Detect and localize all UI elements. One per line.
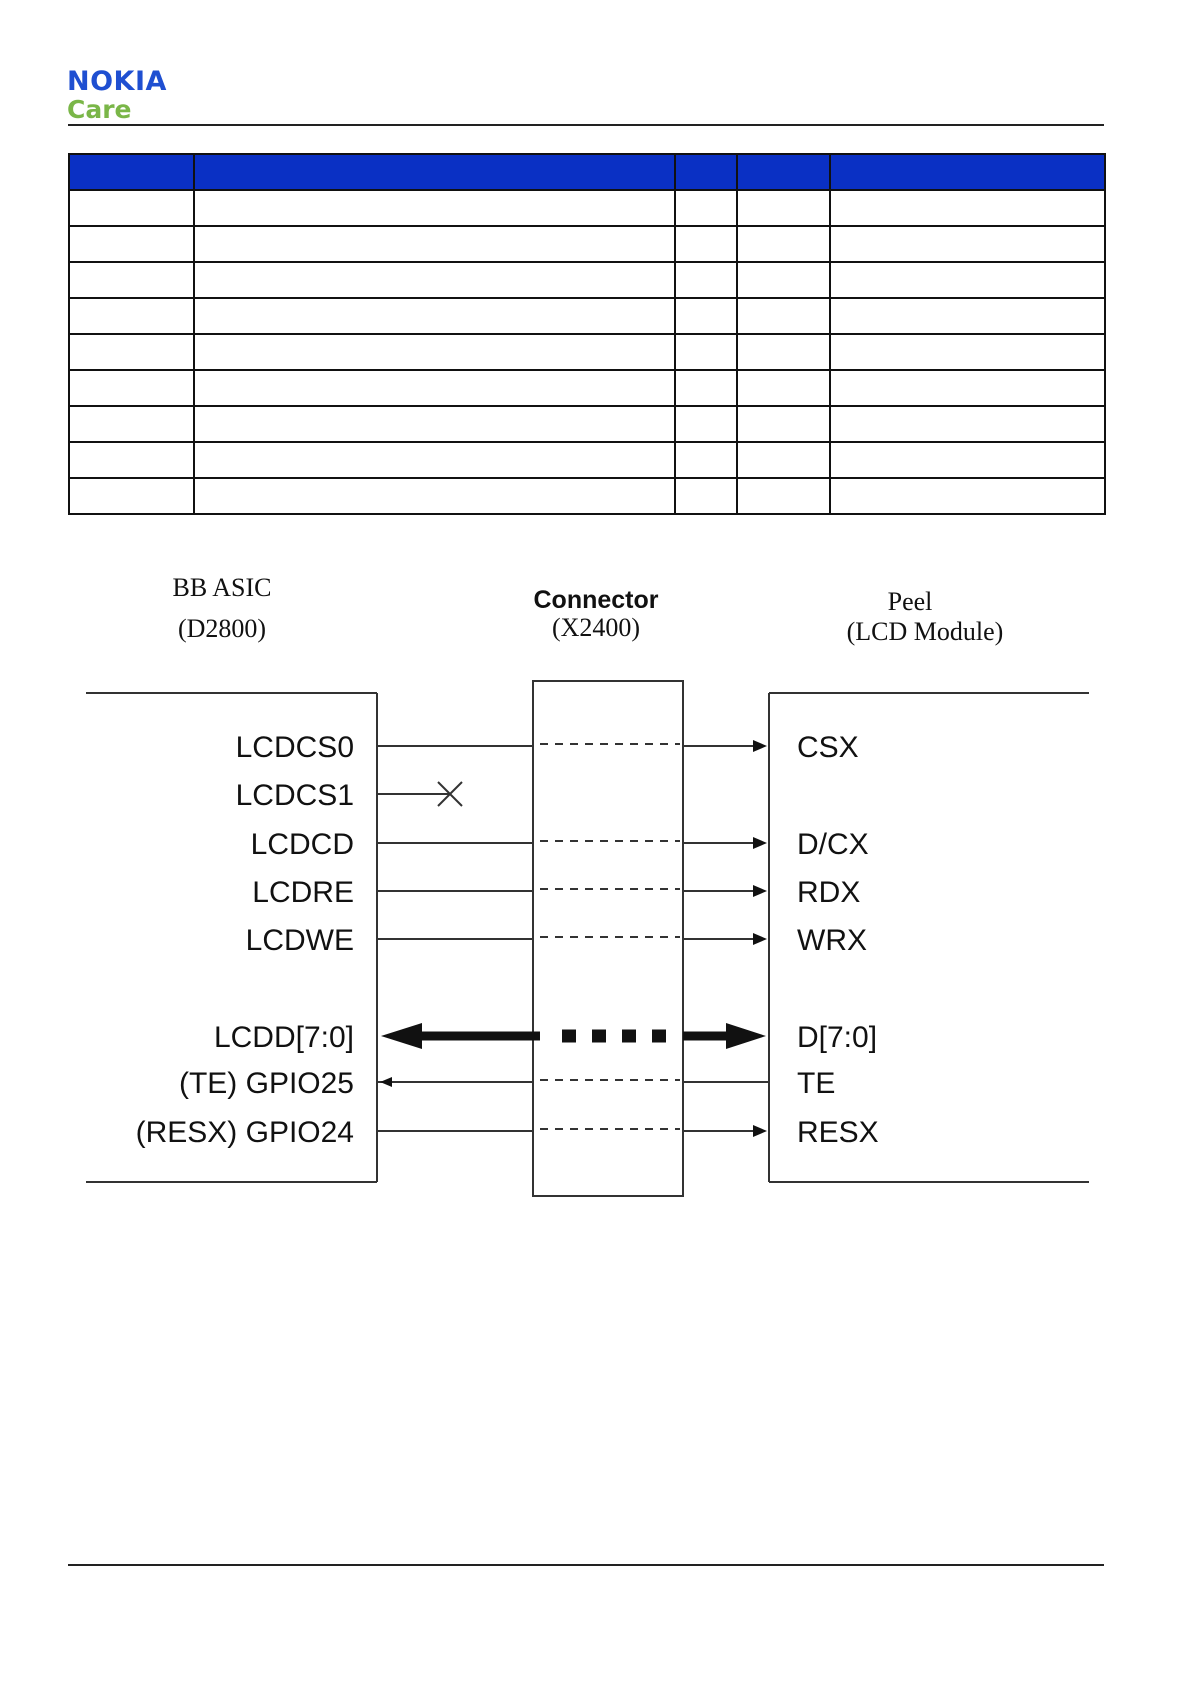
table-header-cell [675, 154, 737, 190]
bus-arrowhead-right [726, 1023, 766, 1049]
table-cell [737, 334, 830, 370]
connector-title: Connector [533, 586, 659, 614]
table-row [69, 370, 1105, 406]
lcd-signal-label: RDX [797, 876, 861, 909]
table-header-cell [830, 154, 1105, 190]
signal-arrowhead [753, 837, 767, 849]
signal-arrowhead [753, 1125, 767, 1137]
table-cell [194, 226, 675, 262]
table-cell [830, 442, 1105, 478]
signal-row [136, 1116, 879, 1149]
signal-row [214, 1021, 877, 1054]
table-cell [69, 226, 194, 262]
table-cell [675, 406, 737, 442]
table-cell [830, 370, 1105, 406]
lcd-signal-label: D/CX [797, 828, 869, 861]
table-row [69, 442, 1105, 478]
table-cell [194, 406, 675, 442]
signal-row [236, 779, 462, 812]
brand-name: NOKIA [67, 66, 167, 97]
table-cell [675, 370, 737, 406]
table-header-row [69, 154, 1105, 190]
table-cell [830, 190, 1105, 226]
asic-signal-label: LCDCD [250, 828, 354, 861]
table-header-cell [194, 154, 675, 190]
table-cell [194, 190, 675, 226]
signal-arrowhead [753, 933, 767, 945]
table-cell [675, 226, 737, 262]
lcd-subtitle: (LCD Module) [846, 617, 1004, 646]
table-cell [69, 262, 194, 298]
signal-row [246, 924, 867, 957]
table-cell [737, 370, 830, 406]
table-row [69, 478, 1105, 514]
table-cell [69, 370, 194, 406]
lcd-interface-diagram [0, 560, 1191, 1210]
table-header-cell [737, 154, 830, 190]
table-cell [194, 442, 675, 478]
signal-arrowhead [380, 1077, 392, 1087]
table-cell [737, 262, 830, 298]
asic-signal-label: LCDWE [245, 924, 354, 957]
table-row [69, 298, 1105, 334]
asic-signal-label: (RESX) GPIO24 [135, 1116, 354, 1149]
table-cell [830, 226, 1105, 262]
footer-rule [68, 1564, 1104, 1566]
signal-row [236, 731, 859, 764]
table-cell [737, 406, 830, 442]
table-row [69, 262, 1105, 298]
bus-arrowhead-left [381, 1023, 422, 1049]
table-cell [830, 406, 1105, 442]
table-cell [69, 442, 194, 478]
table-cell [69, 478, 194, 514]
table-cell [69, 298, 194, 334]
table-cell [737, 226, 830, 262]
table-cell [737, 190, 830, 226]
asic-signal-label: LCDCS1 [235, 779, 354, 812]
asic-subtitle: (D2800) [177, 614, 267, 643]
table-row [69, 406, 1105, 442]
asic-title: BB ASIC [172, 573, 272, 602]
table-cell [69, 334, 194, 370]
asic-signal-label: (TE) GPIO25 [178, 1067, 354, 1100]
table-cell [194, 262, 675, 298]
lcd-signal-label: RESX [797, 1116, 879, 1149]
connector-block [533, 681, 683, 1196]
signal-arrowhead [753, 740, 767, 752]
table-cell [737, 298, 830, 334]
table-cell [194, 298, 675, 334]
signal-row [179, 1067, 835, 1100]
table-cell [675, 262, 737, 298]
table-cell [830, 478, 1105, 514]
table-cell [69, 190, 194, 226]
lcd-signal-label: TE [797, 1067, 836, 1100]
table-cell [675, 334, 737, 370]
lcd-title: Peel [887, 587, 933, 616]
header-rule [68, 124, 1104, 126]
table-cell [830, 262, 1105, 298]
table-cell [675, 298, 737, 334]
table-cell [737, 478, 830, 514]
table-row [69, 226, 1105, 262]
table-cell [830, 334, 1105, 370]
table-cell [675, 478, 737, 514]
table-cell [69, 406, 194, 442]
table-cell [194, 334, 675, 370]
table-cell [737, 442, 830, 478]
nokia-care-logo [67, 68, 167, 125]
lcd-signal-label: WRX [797, 924, 867, 957]
asic-signal-label: LCDD[7:0] [213, 1021, 354, 1054]
sub-brand-name: Care [67, 95, 132, 124]
lcd-signal-label: D[7:0] [797, 1021, 878, 1054]
signal-row [251, 828, 869, 861]
table-cell [830, 298, 1105, 334]
table-cell [675, 190, 737, 226]
table-cell [675, 442, 737, 478]
table-cell [194, 478, 675, 514]
asic-signal-label: LCDCS0 [235, 731, 354, 764]
table-header-cell [69, 154, 194, 190]
table-row [69, 190, 1105, 226]
connector-subtitle: (X2400) [551, 613, 641, 642]
signal-table [68, 153, 1106, 515]
asic-signal-label: LCDRE [252, 876, 354, 909]
lcd-signal-label: CSX [797, 731, 859, 764]
table-row [69, 334, 1105, 370]
table-cell [194, 370, 675, 406]
signal-arrowhead [753, 885, 767, 897]
